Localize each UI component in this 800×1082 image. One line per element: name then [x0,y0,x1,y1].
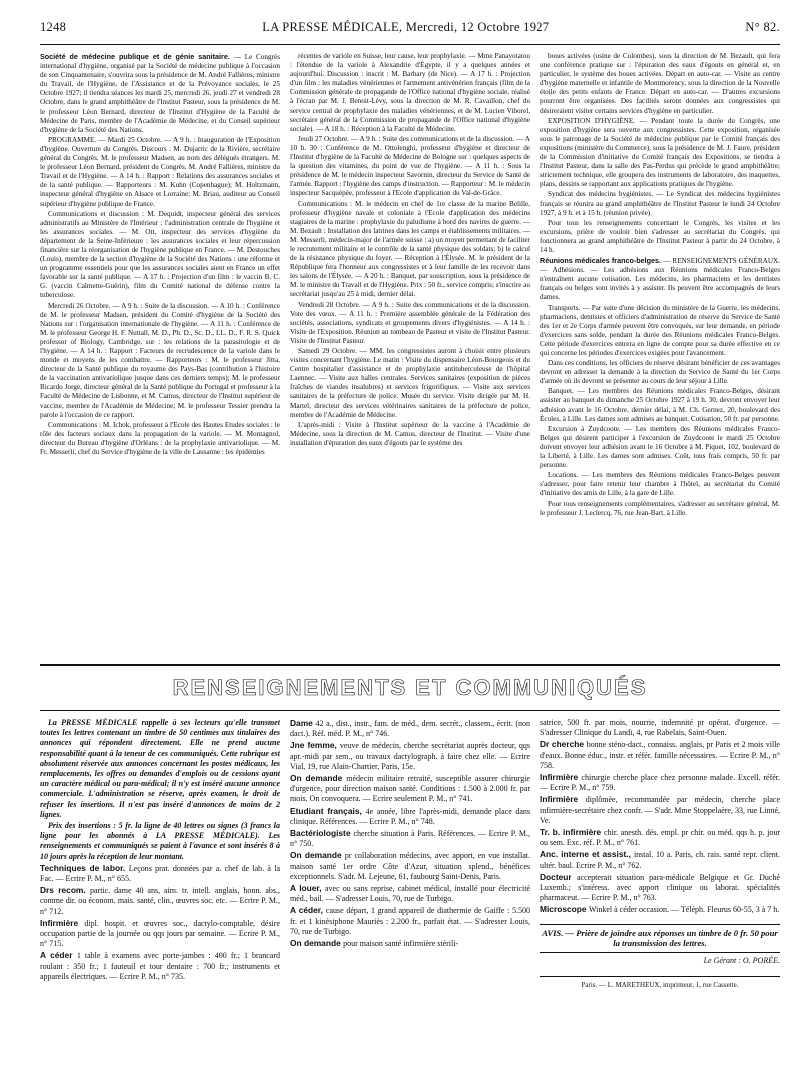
classified-ad [40,950,280,982]
classified-ad [540,739,780,771]
paragraph-text: Mercredi 26 Octobre. — A 9 h. : Suite de la discussion. — A 10 h. : Conférence de M. le professeur Madsen, président du Comité d'hygiène de la Société des Nations sur : l'organisation internationale de l'hygiène. — A 11 h. : Conférence de M. le professeur George H. F. Nuttall, M. D., Ph. D., Sc. D., LL. D., F. R. S. Quick professor of Biology, Cambridge, sur : les relations de la parasitologie et de l'hygiène. — A 14 h. : Rapport : Facteurs de recrudescence de la variole dans le monde et moyens de les combattre. — Rapporteurs : M. le professeur Jitta, directeur de la Santé publique du royaume des Pays-Bas (contribution à l'histoire de la vaccination antivariolique jusque dans ces derniers temps); M. le professeur Ricardo Jorge, directeur général de la Santé publique du Portugal et professeur à la Faculté de Médecine de Lisbonne, et M. Camus, directeur de l'Institut supérieur de vaccine, membre de l'Académie de Médecine; M. le professeur Tessier prendra la parole à l'occasion de ce rapport. [40,301,280,419]
ad-title: Infirmière [40,917,85,928]
paragraph-text: L'après-midi : Visite à l'Institut supérieur de la vaccine à l'Académie de Médecine, sous la direction de M. Camus, directeur de l'Institut. — Visite d'une installation d'épuration des eaux d'égouts par le système des [290,420,530,447]
ad-text: partic. dame 40 ans, aim. tr. intell. anglais, honn. abs., comme dir. ou économ. mais. santé, clin., œuvres soc. etc. — Ecrire P. M., n° 712. [40,886,280,916]
section-title: RENSEIGNEMENTS ET COMMUNIQUÉS [172,675,648,700]
ad-text: pr collaboration médecins, avec apport, en vue installat. maison santé 1er ordre Côte d'Azur, situation splend., bénéfices exceptionnels. S'adr. M. Lejeune, 61, faubourg Saint-Denis, Paris. [290,851,530,881]
classifieds-column-2 [290,718,530,1048]
classified-ad [290,740,530,772]
paragraph [540,219,780,255]
ad-text: veuve de médecin, cherche secrétariat auprès docteur, qqs apr.-midi par sem., ou travaux dactylograph. à faire chez elle. — Ecrire Vial, 19, rue Alain-Chartier, Paris, 15e. [290,741,530,771]
column-1 [40,52,280,660]
ad-text: accepterait situation para-médicale Belgique et Gr. Duché Luxemb.; s'intéress. avec apport clinique ou laborat. spécialités pharmaceut. — Ecrire P. M., n° 763. [540,872,780,903]
paragraph-text: Jeudi 27 Octobre. — A 9 h. : Suite des communications et de la discussion. — A 10 h. 30 : Conférence de M. Ottolenghi, professeur d'hygiène et directeur de l'Institut d'hygiène de la Faculté de Médecine de Bologne sur : quelques aspects de la question des vitamines, du point de vue de l'hygiène. — A 11 h. : Sous la présidence de M. le médecin inspecteur Savornin, directeur du Service de Santé de l'armée. Rapport : l'hygiène des camps d'instruction. — Rapporteur : M. le médecin inspecteur Sacquépée, professeur à l'Ecole d'application du Val-de-Grâce. [290,134,530,198]
page-number: 1248 [40,20,67,34]
ad-title: On demande [290,850,345,861]
classified-ad [290,828,530,849]
page-header [40,20,780,40]
ad-title: A céder [40,950,77,961]
paragraph-text: PROGRAMME. — Mardi 25 Octobre. — A 9 h. : Inauguration de l'Exposition d'hygiène. Ouverture du Congrès. Discours : M. Dujarric de la Rivière, secrétaire général du Congrès. M. le professeur Madsen, au nom des délégués étrangers. M. le professeur Léon Bernard, président du Congrès. M. André Fallières, ministre du Travail et de l'Hygiène. — A 14 h. : Rapport : Relations des assurances sociales et de la santé publique. — Rapporteurs : M. Kuhn (Copenhague); M. Holtzmann, inspecteur général d'hygiène en Alsace et Lorraine; M. Briau, auditeur au Conseil supérieur d'hygiène publique de France. [40,135,280,208]
paragraph [540,471,780,498]
paragraph [290,301,530,346]
column-2 [290,52,530,660]
paragraph [40,136,280,209]
classified-ad [40,918,280,950]
classified-ad [290,938,530,949]
ad-title: A céder, [290,905,326,916]
ad-text: instal. 10 a. Paris, ch. rais. santé repr. client. ultér. baul. Ecrire P. M., n° 762. [540,850,780,870]
paragraph-text: — RENSEIGNEMENTS GÉNÉRAUX. — Adhésions. — Les adhésions aux Réunions médicales Franco-Belges n'entraînent aucune cotisation. Les médecins, les pharmaciens et les dentistes français ou belges sont invités à y assister. Ils peuvent être accompagnés de leurs dames. [540,257,780,302]
paragraph [40,210,280,301]
ad-text: cause départ, 1 grand appareil de diathermie de Gaiffe : 5.500 fr. et 1 kinésiphone Mauriès : 2.200 fr., parfait état. — S'adresser Louis, 70, rue de Turbigo. [290,906,530,936]
section-title-rule [40,710,780,711]
classified-ad [290,905,530,937]
ad-title: Etudiant français, [290,805,366,816]
paragraph [540,304,780,359]
ad-text: diplômée, recommandée par médecin, cherche place infirmière-secrétaire chez confr. — S'adr. Mme Stoppelaère, 33, rue Linné, Ve. [540,795,780,825]
paragraph-heading: Réunions médicales franco-belges. [540,256,664,266]
classified-ad [290,883,530,904]
paragraph-text: Syndicat des médecins hygiénistes. — Le Syndicat des médecins hygiénistes français se réunira au grand amphithéâtre de l'Institut Pasteur le lundi 24 Octobre 1927, à 9 h. et à 15 h. (réunion privée). [540,190,780,217]
paragraph-text: Communications : M. Ichok, professeur à l'Ecole des Hautes Etudes sociales : le rôle des facteurs sociaux dans la propagation de la variole. — M. Montagnol, directeur du Bureau d'hygiène d'Orléans : de la prophylaxie antivariolique. — M. Fr. Messerli, chef du Service d'hygiène de la ville de Lausanne : les épidémies [40,420,280,457]
classified-ad [40,863,280,884]
classifieds-columns [40,718,780,1048]
ad-title: A louer, [290,883,325,894]
ad-title: Bactériologiste [290,828,354,839]
paragraph-text: Pour tous les renseignements concernant le Congrès, les visites et les excursions, prière de vouloir bien s'adresser au secrétariat du Congrès, qui fonctionnera au grand amphithéâtre de l'Institut Pasteur à partir du 24 Octobre, à 14 h. [540,218,780,254]
classified-ad [40,885,280,917]
ad-text: 1 table à examens avec porte-jambes : 400 fr.; 1 brancard roulant : 350 fr.; 1 fauteuil et tour dentaire : 700 fr.; instruments et appareils électriques. — Ecrire P. M., n° 735. [40,951,280,981]
ad-text: dipl. hospit. et œuvres soc., dactylo-comptable, désire occupation partie de la journée ou qqs jours par semaine. — Ecrire P. M., n° 715. [40,918,280,949]
ads-list-3 [540,718,780,916]
paragraph [540,500,780,518]
paragraph [290,200,530,300]
paragraph [290,347,530,420]
paragraph-text: Samedi 29 Octobre. — MM. les congressistes auront à choisir entre plusieurs visites concernant l'hygiène. Le matin : Visite du dispensaire Léon-Bourgeois et du Centre hospitalier d'assistance et de prophylaxie antituberculeuse de l'hôpital Laennec. — Visite aux halles centrales. Services sanitaires (exposition de pièces fraîches de viandes insalubres) et services frigorifiques. — Visite aux services sanitaires de la préfecture de police. Musée du service. Visite dirigée par M. H. Martel, directeur des services vétérinaires sanitaires de la préfecture de police, membre de l'Académie de Médecine. [290,347,530,419]
ad-text: chirurgie cherche place chez personne malade. Excell. référ. — Ecrire P. M., n° 759. [540,773,780,793]
paragraph-text: Excursion à Zuydcoote. — Les membres des Réunions médicales Franco-Belges qui désirent participer à l'excursion de Zuydcoote le mardi 25 Octobre doivent envoyer leur adhésion avant le 16 Octobre à M. Piquet, 102, boulevard de la Liberté, à Lille. Les dames sont admises. Coût, tous frais compris, 50 fr. par personne. [540,424,780,470]
paragraph [540,359,780,386]
ad-text: Leçons prat. données par a. chef de lab. à la Fac. — Ecrire P. M., n° 655. [40,863,280,884]
ad-text: 42 a., dist., instr., fam. de méd., dem. secrét., classem., écrit. (non dact.). Réf. méd. P. M., n° 746. [290,719,530,739]
classified-ad [290,806,530,827]
ad-text: chir. anesth. dés. empl. pr chir. ou méd. qqs h. p. jour ou sem. Exc. réf. P. M., n° 761. [540,828,780,848]
ads-list-1 [40,863,280,982]
paragraph-text: Vendredi 28 Octobre. — A 9 h. : Suite des communications et de la discussion. Vote des vœux. — A 11 h. : Première assemblée générale de la Fédération des sociétés, associations, syndicats et groupements divers d'hygiénistes. — A 14 h. : Visite de l'Exposition. Réunion au tombeau de Pasteur et visite de l'Institut Pasteur. Visite de l'Institut Pasteur. [290,300,530,345]
paragraph [40,52,280,135]
classified-ad [540,872,780,904]
paragraph-text: récentes de variole en Suisse, leur cause, leur prophylaxie. — Mme Panayotatou : l'étendue de la variole à Alexandrie d'Égypte, il y a quelques années et aujourd'hui. Discussion : inscrit : M. Barbary (de Nice). — A 17 h. : Projection d'un film : les maladies vénériennes et l'armement antivénérien français (film de la Commission générale de propagande de l'Office national d'hygiène sociale, réalisé à l'écran par M. J. Benoit-Lévy, sous la direction de M. R. Cavaillon, chef du service central de prophylaxie des maladies vénériennes, et de M. Lucien Viborel, secrétaire général de la Commission de propagande de l'Office national d'hygiène sociale). — A 18 h. : Réception à la Faculté de Médecine. [290,52,530,133]
paragraph [540,256,780,302]
paragraph [40,421,280,457]
header-rule [40,44,780,45]
ad-title: Dr cherche [540,739,587,750]
ad-title: Docteur [540,871,577,882]
ad-text: cherche situation à Paris. Références. — Ecrire P. M., n° 750. [290,829,530,849]
classified-ad [540,827,780,848]
paragraph-text: — Le Congrès international d'hygiène, organisé par la Société de médecine publique à l'occasion de son Cinquantenaire, s'ouvrira sous la présidence de M. André Fallières, ministre du Travail, de l'Hygiène, de l'Assistance et de la Prévoyance sociales, le 25 Octobre 1927; il tiendra séances les mardi 25, mercredi 26, jeudi 27 et vendredi 28 Octobre, dans le grand amphithéâtre de l'Institut Pasteur, sous la présidence de M. le professeur Léon Bernard, directeur de l'Institut d'Hygiène de la Faculté de Médecine de Paris, membre de l'Académie de Médecine, et du Conseil supérieur d'hygiène de la Société des Nations. [40,53,280,134]
ad-text: bonne sténo-dact., connaiss. anglais, pr Paris et 2 mois ville d'eaux. Bonne éduc., instr. et référ. famille nécessaires. — Ecrire P. M., n° 758. [540,740,780,770]
paragraph [540,190,780,217]
classified-ad [540,794,780,826]
classified-ad [290,718,530,739]
ad-text: 4e année, libre l'après-midi, demande place dans clinique. Références. — Ecrire P. M., n° 748. [290,806,530,826]
gerant-signature: Le Gérant : O. PORÉE. [703,955,780,965]
ad-title: Microscope [540,904,589,915]
paragraph [540,425,780,470]
ad-text: pour maison santé infirmière stérili- [343,939,459,949]
paragraph-text: EXPOSITION D'HYGIÈNE. — Pendant toute la durée du Congrès, une exposition d'hygiène sera ouverte aux congressistes. Cette exposition, organisée sous le patronage de la Société de médecine publique par le Comité français des expositions (ministère du Commerce), sous la présidence de M. J. Faure, président de la Commission d'initiative du Comité français des Expositions, se tiendra à l'Institut Pasteur, dans la salle des Pas-Perdus qui précède le grand amphithéâtre; strictement technique, elle groupera des instruments de laboratoire, des maquettes, plans, dessins se rapportant aux applications pratiques de l'hygiène. [540,116,780,189]
paragraph-text: Transports. — Par suite d'une décision du ministère de la Guerre, les médecins, pharmaciens, dentistes et officiers d'administration de réserve du Service de Santé des 1er et 2e Corps d'armée peuvent être convoqués, sur leur demande, en période d'exercices sans solde, pendant la durée des Réunions médicales Franco-Belges. Cette période d'exercices entrera en ligne de compte pour sa durée effective en ce qui concerne les périodes d'exercices exigées pour l'avancement. [540,303,780,357]
paragraph [40,302,280,420]
classifieds-notice: La PRESSE MÉDICALE rappelle à ses lecteurs qu'elle transmet toutes les lettres contenant un timbre de 50 centimes aux titulaires des annonces qui répondent directement. Elle ne prend aucune responsabilité quant à la teneur de ces communiqués. Cette rubrique est absolument réservée aux annonces concernant les postes médicaux, les remplacements, les offres ou demandes d'emplois ou de cessions ayant un caractère médical ou para-médical; il n'y est inséré aucune annonce commerciale. L'administration se réserve, après examen, le droit de refuser les insertions. Il n'est pas inséré d'annonces de moins de 2 lignes. [40,718,280,819]
paragraph-text: Pour tous renseignements complémentaires, s'adresser au secrétaire général, M. le professeur J. Leclercq, 76, rue Jean-Bart, à Lille. [540,499,780,517]
paragraph-text: Communications : M. le médecin en chef de 1re classe de la marine Belille, professeur d'hygiène navale et coloniale à l'Ecole d'application des médecins stagiaires de la marine : prophylaxie du paludisme à bord des navires de guerre. — M. Bezault : Installation des latrines dans les camps et établissements militaires. — M. Messerli, médecin-major de l'armée suisse : a) un moyen permettant de faciliter le recrutement militaire et le contrôle de la santé physique des soldats; b) le calcul de la résistance physique du foyer. — Réception à l'Élysée. M. le président de la République fera l'honneur aux congressistes et à leur famille de les recevoir dans les salons de l'Élysée. — A 20 h. : Banquet, par souscription, sous la présidence de M. le ministre du Travail et de l'Hygiène. Prix : 50 fr., service compris; s'inscrire au secrétariat jusqu'au 25 à midi, dernier délai. [290,199,530,299]
ad-title: On demande [290,773,347,784]
classified-ad [540,849,780,870]
issue-number: N° 82. [745,20,780,34]
ad-title: Techniques de labor. [40,862,129,873]
ad-text: satrice, 500 fr. par mois, nourrie, indemnité pr opérat. d'urgence. — S'adresser Clinique du Landi, 4, rue Rabelais, Saint-Ouen. [540,718,780,738]
paragraph [540,117,780,190]
paragraph [290,135,530,199]
paragraph-heading: Société de médecine publique et de génie sanitaire. [40,52,234,61]
ad-title: Infirmière [540,772,582,783]
column-3 [540,52,780,660]
ad-text: médecin militaire retraité, susceptible assurer chirurgie d'urgence, pour direction maison santé. Conditions : 1.500 à 2.000 fr. par mois. On convoquera. — Ecrire seulement P. M., n° 741. [290,774,530,804]
ad-title: Infirmière [540,794,586,805]
newspaper-page [20,0,780,1082]
paragraph [540,387,780,423]
paragraph [540,52,780,116]
classified-ad [540,772,780,793]
paragraph [290,421,530,448]
paragraph-text: Dans ces conditions, les officiers de réserve désirant bénéficier de ces avantages devront en adresser la demande à la direction du Service de Santé du 1er Corps d'armée où ils devront se présenter au cours de leur séjour à Lille. [540,359,780,386]
ad-title: Tr. b. infirmière [540,827,605,838]
ad-title: Jne femme, [290,740,340,751]
classified-ad [290,773,530,805]
paragraph-text: boues activées (usine de Colombes), sous la direction de M. Bezault, qui fera une conférence pratique sur : l'épuration des eaux d'égouts en général et, en particulier, le système des boues activées. Départ en auto-car. — Visite au centre d'hygiène maternelle et infantile de Montmorency, sous la direction de la Nouvelle étoile des petits enfants de France. Départ en auto-car. — D'autres excursions pourront être organisées. Des facilités seront données aux congressistes qui désireraient visiter certains services d'hygiène en particulier. [540,52,780,115]
ad-title: On demande [290,938,344,949]
section-rule [40,664,780,666]
paragraph-text: Communications et discussion : M. Dequidt, inspecteur général des services administratifs au Ministère de l'Intérieur : l'administration centrale de l'hygiène et les assurances sociales. — M. Ott, inspecteur des services d'hygiène du département de la Seine-Inférieure : les assurances sociales et leur répercussion financière sur la réorganisation de l'hygiène publique en France. — M. Destouches (Louis), membre de la section d'hygiène de la Société des Nations : une réforme et un programme essentiels pour que les assurances sociales aient en France un effet favorable sur la santé publique. — A 17 h. : Projection d'un film : le vaccin B. C. G. (vaccin Calmette-Guérin), film du Comité national de défense contre la tuberculose. [40,209,280,300]
ad-title: Dame [290,718,316,728]
ad-text: avec ou sans reprise, cabinet médical, installé pour électricité méd., bail. — S'adresser Louis, 70, rue de Turbigo. [290,884,530,904]
ad-text: Winkel à céder occasion. — Téléph. Fleurus 60-55, 3 à 7 h. [588,905,780,915]
ad-title: Anc. interne et assist., [540,849,634,860]
classified-ad [540,904,780,915]
paragraph-text: Banquet. — Les membres des Réunions médicales Franco-Belges, désirant assister au banquet du dimanche 25 Octobre 1927 à 19 h. 30, devront envoyer leur adhésion avant le 16 Octobre, dernier délai, à M. Ch. Gernez, 20, boulevard des Écoles, à Lille. Les dames sont admises au banquet. Cotisation, 50 fr. par personne. [540,387,780,423]
classifieds-prices: Prix des insertions : 5 fr. la ligne de 40 lettres ou signes (3 francs la ligne pour les abonnés à LA PRESSE MÉDICALE). Les renseignements et communiqués se paient à l'avance et sont insérés 8 à 10 jours après la réception de leur montant. [40,821,280,861]
classified-ad [290,850,530,882]
ad-title: Drs recom. [40,885,90,896]
printer-line: Paris. — L. MARETHEUX, imprimeur, 1, rue Cassette. [540,976,780,990]
classifieds-column-3 [540,718,780,1048]
paragraph-text: Locations. — Les membres des Réunions médicales Franco-Belges peuvent s'adresser, pour faire retenir leur chambre à l'hôtel, au secrétariat du Comité d'initiative des amis de Lille, à la gare de Lille. [540,471,780,498]
journal-title: LA PRESSE MÉDICALE, Mercredi, 12 Octobre 1927 [262,20,550,34]
classifieds-column-1 [40,718,280,1048]
classified-ad [540,718,780,738]
upper-columns [40,52,780,660]
paragraph [290,52,530,134]
avis-box: AVIS. — Prière de joindre aux réponses un timbre de 0 fr. 50 pour la transmission des lettres. [540,924,780,953]
